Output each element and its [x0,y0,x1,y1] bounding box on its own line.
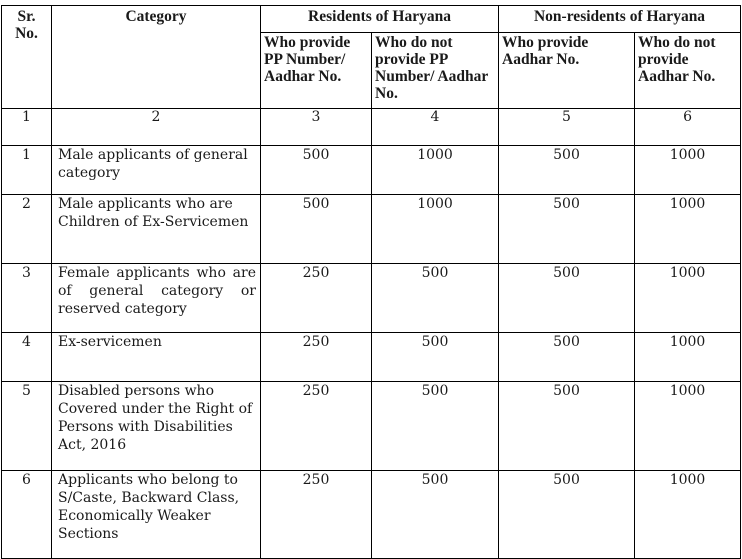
row-category: Female applicants who are of general category or reserved category [52,264,261,333]
colnum-2: 2 [52,109,261,146]
header-res-provide: Who provide PP Number/ Aadhar No. [261,33,372,109]
row-nonres-not-provide: 1000 [635,382,741,471]
colnum-3: 3 [261,109,372,146]
row-sr: 1 [2,146,52,195]
column-number-row [2,109,741,146]
row-nonres-provide: 500 [499,471,635,559]
colnum-5: 5 [499,109,635,146]
row-res-not-provide: 1000 [372,195,499,264]
row-sr: 2 [2,195,52,264]
colnum-4: 4 [372,109,499,146]
row-sr: 4 [2,333,52,382]
header-sr-no: Sr. No. [2,6,52,109]
row-res-provide: 250 [261,264,372,333]
row-res-not-provide: 1000 [372,146,499,195]
row-res-not-provide: 500 [372,333,499,382]
table-row [2,264,741,333]
fee-table [1,5,741,559]
row-res-not-provide: 500 [372,471,499,559]
header-residents: Residents of Haryana [261,6,499,33]
row-nonres-provide: 500 [499,146,635,195]
row-nonres-not-provide: 1000 [635,333,741,382]
row-nonres-provide: 500 [499,333,635,382]
row-res-provide: 250 [261,333,372,382]
header-nonres-not-provide: Who do not provide Aadhar No. [635,33,741,109]
row-res-not-provide: 500 [372,382,499,471]
row-category: Male applicants of general category [52,146,261,195]
row-category: Disabled persons who Covered under the Right of Persons with Disabilities Act, 2016 [52,382,261,471]
header-res-not-provide: Who do not provide PP Number/ Aadhar No. [372,33,499,109]
row-nonres-not-provide: 1000 [635,146,741,195]
header-row-1 [2,6,741,33]
row-res-provide: 500 [261,195,372,264]
header-non-residents: Non-residents of Haryana [499,6,741,33]
row-sr: 5 [2,382,52,471]
row-category: Ex-servicemen [52,333,261,382]
table-row [2,471,741,559]
row-res-not-provide: 500 [372,264,499,333]
row-nonres-not-provide: 1000 [635,471,741,559]
row-res-provide: 500 [261,146,372,195]
row-res-provide: 250 [261,382,372,471]
row-nonres-not-provide: 1000 [635,264,741,333]
row-category: Male applicants who are Children of Ex-Servicemen [52,195,261,264]
row-nonres-provide: 500 [499,264,635,333]
row-nonres-provide: 500 [499,195,635,264]
row-sr: 3 [2,264,52,333]
table-row [2,146,741,195]
table-row [2,382,741,471]
row-res-provide: 250 [261,471,372,559]
header-nonres-provide: Who provide Aadhar No. [499,33,635,109]
row-category: Applicants who belong to S/Caste, Backward Class, Economically Weaker Sections [52,471,261,559]
colnum-1: 1 [2,109,52,146]
row-sr: 6 [2,471,52,559]
row-nonres-provide: 500 [499,382,635,471]
row-nonres-not-provide: 1000 [635,195,741,264]
table-row [2,195,741,264]
table-row [2,333,741,382]
colnum-6: 6 [635,109,741,146]
header-category: Category [52,6,261,109]
